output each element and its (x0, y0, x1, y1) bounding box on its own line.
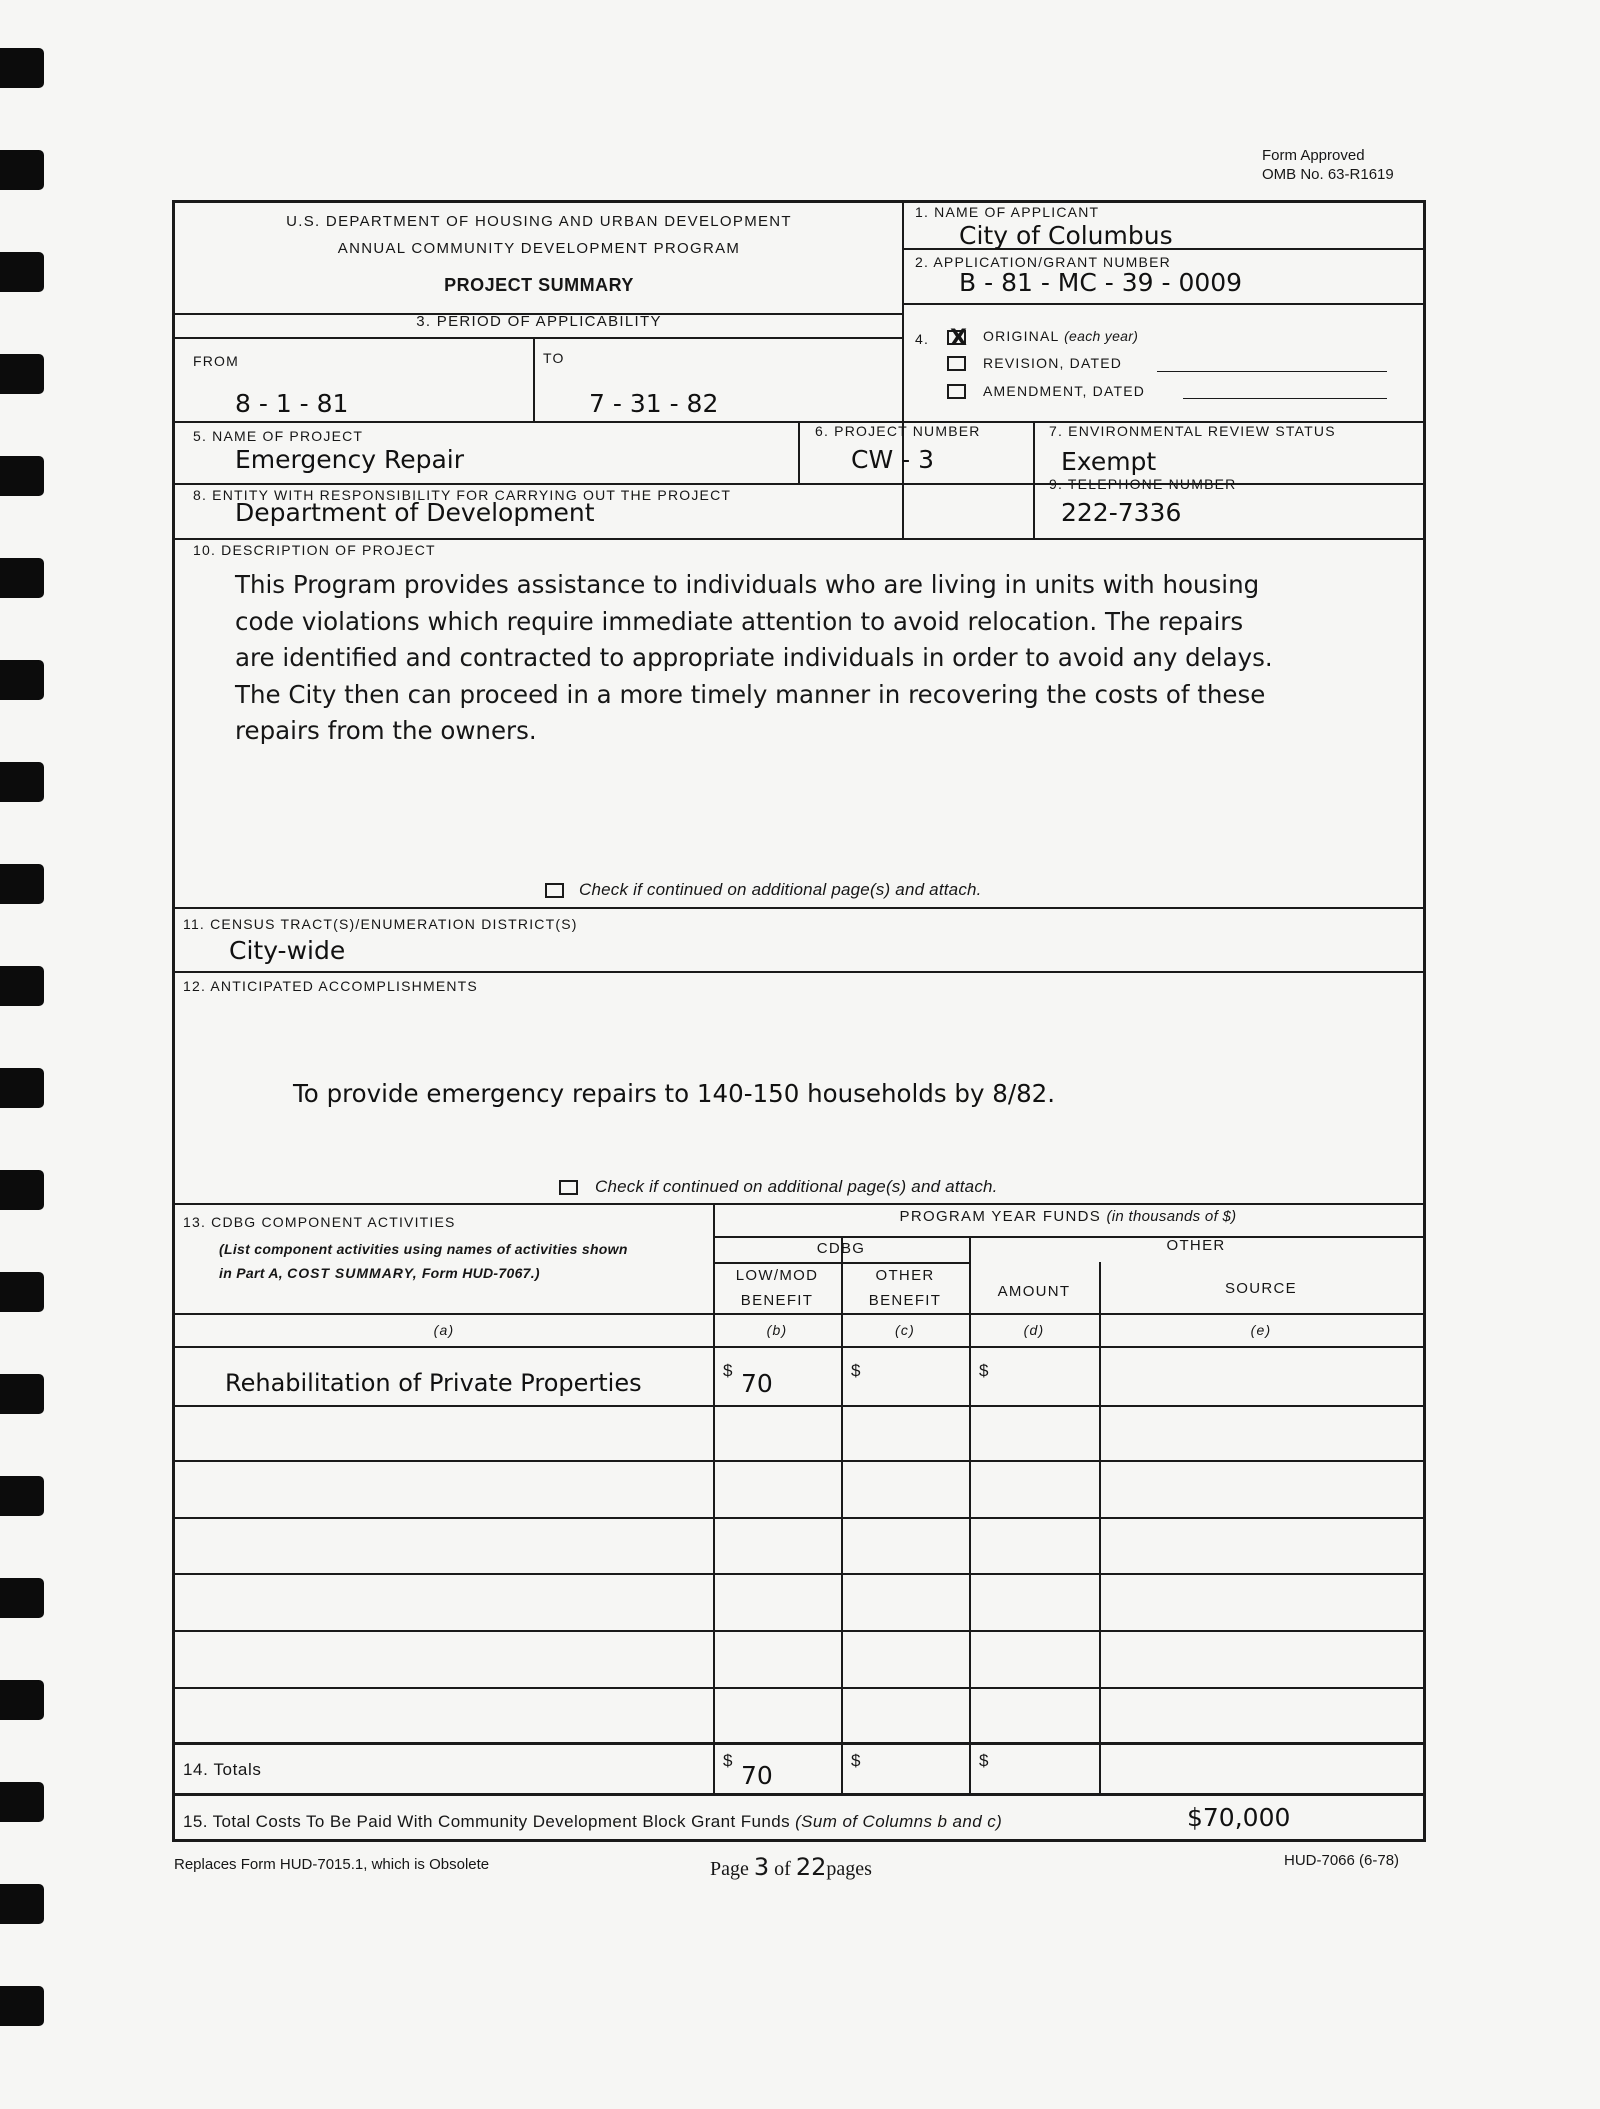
binding-hole (0, 660, 44, 700)
department-name: U.S. DEPARTMENT OF HOUSING AND URBAN DEVELOPMENT (286, 213, 792, 230)
census-value: City-wide (229, 936, 346, 965)
other-benefit-label: OTHER (875, 1267, 935, 1284)
column-b-label: (b) (766, 1322, 788, 1338)
entity-label: 8. ENTITY WITH RESPONSIBILITY FOR CARRYING OUT THE PROJECT (193, 487, 732, 503)
amendment-checkbox[interactable] (947, 384, 966, 399)
other-benefit-benefit-label: BENEFIT (868, 1292, 942, 1309)
description-line: This Program provides assistance to individuals who are living in units with housing (235, 570, 1260, 599)
cdbg-label: CDBG (816, 1240, 866, 1257)
binding-hole (0, 1578, 44, 1618)
accomplishments-continued-checkbox[interactable] (559, 1180, 578, 1195)
totals-dollar-sign-b: $ (723, 1751, 734, 1770)
description-line: The City then can proceed in a more timely manner in recovering the costs of these (235, 679, 1266, 709)
revision-label: REVISION, DATED (983, 355, 1123, 371)
grant-number-label: 2. APPLICATION/GRANT NUMBER (915, 254, 1171, 270)
low-mod-benefit-label: BENEFIT (740, 1292, 814, 1309)
entity-value: Department of Development (235, 498, 595, 527)
totals-dollar-sign-d: $ (979, 1751, 990, 1770)
accomplishments-continued-note: Check if continued on additional page(s) and attach. (595, 1177, 998, 1196)
low-mod-label: LOW/MOD (735, 1267, 819, 1284)
to-label: TO (543, 350, 565, 366)
environmental-value: Exempt (1061, 447, 1157, 476)
totals-dollar-sign-c: $ (851, 1751, 862, 1770)
from-label: FROM (193, 353, 240, 369)
column-d-label: (d) (1023, 1322, 1045, 1338)
program-year-funds-label: PROGRAM YEAR FUNDS (in thousands of $) (899, 1208, 1237, 1225)
binding-hole (0, 864, 44, 904)
other-benefit-dollar-sign: $ (851, 1361, 862, 1380)
source-label: SOURCE (1225, 1280, 1297, 1297)
activity-name: Rehabilitation of Private Properties (225, 1369, 642, 1397)
spiral-binding (0, 0, 50, 2109)
telephone-value: 222-7336 (1061, 498, 1182, 527)
column-a-label: (a) (433, 1322, 455, 1338)
total-costs-label: 15. Total Costs To Be Paid With Community Development Block Grant Funds (Sum of Columns b and c) (183, 1812, 1003, 1831)
activities-instruction-2: in Part A, COST SUMMARY, Form HUD-7067.) (219, 1265, 540, 1281)
binding-hole (0, 354, 44, 394)
form-title: PROJECT SUMMARY (444, 275, 634, 295)
totals-low-mod-value: 70 (741, 1761, 773, 1790)
binding-hole (0, 1884, 44, 1924)
program-name: ANNUAL COMMUNITY DEVELOPMENT PROGRAM (337, 240, 741, 257)
amendment-label: AMENDMENT, DATED (983, 383, 1146, 399)
original-label: ORIGINAL (each year) (983, 328, 1139, 344)
applicant-value: City of Columbus (959, 221, 1173, 250)
column-c-label: (c) (895, 1322, 915, 1338)
binding-hole (0, 1374, 44, 1414)
binding-hole (0, 456, 44, 496)
form-id: HUD-7066 (6-78) (1284, 1852, 1400, 1869)
low-mod-dollar-sign: $ (723, 1361, 734, 1380)
project-name-value: Emergency Repair (235, 445, 464, 474)
form-approval-note (1262, 146, 1394, 184)
census-label: 11. CENSUS TRACT(S)/ENUMERATION DISTRICT(S) (183, 916, 578, 932)
omb-number: OMB No. 63-R1619 (1262, 166, 1394, 183)
description-continued-checkbox[interactable] (545, 883, 564, 898)
original-checkbox[interactable] (947, 330, 966, 345)
binding-hole (0, 252, 44, 292)
grant-number-value: B - 81 - MC - 39 - 0009 (959, 268, 1243, 297)
activities-instruction-1: (List component activities using names of activities shown (219, 1241, 628, 1257)
binding-hole (0, 1476, 44, 1516)
description-line: are identified and contracted to appropriate individuals in order to avoid any delays. (235, 643, 1273, 672)
description-line: code violations which require immediate attention to avoid relocation. The repairs (235, 606, 1244, 636)
period-label: 3. PERIOD OF APPLICABILITY (416, 313, 662, 330)
project-number-value: CW - 3 (851, 445, 934, 474)
amount-dollar-sign: $ (979, 1361, 990, 1380)
low-mod-value: 70 (741, 1369, 773, 1398)
form-approved-text: Form Approved (1262, 147, 1365, 164)
binding-hole (0, 762, 44, 802)
description-line: repairs from the owners. (235, 716, 537, 745)
revision-date-line (1157, 371, 1387, 372)
status-number: 4. (915, 331, 930, 347)
applicant-label: 1. NAME OF APPLICANT (915, 204, 1100, 220)
project-name-label: 5. NAME OF PROJECT (193, 428, 364, 444)
project-number-label: 6. PROJECT NUMBER (815, 423, 981, 439)
activities-label: 13. CDBG COMPONENT ACTIVITIES (183, 1214, 456, 1230)
description-text (235, 567, 1375, 750)
binding-hole (0, 1068, 44, 1108)
binding-hole (0, 150, 44, 190)
accomplishments-label: 12. ANTICIPATED ACCOMPLISHMENTS (183, 978, 478, 994)
column-e-label: (e) (1250, 1322, 1272, 1338)
replaces-note: Replaces Form HUD-7015.1, which is Obsolete (174, 1856, 490, 1873)
amendment-date-line (1183, 398, 1387, 399)
environmental-label: 7. ENVIRONMENTAL REVIEW STATUS (1049, 423, 1336, 439)
description-continued-note: Check if continued on additional page(s) and attach. (579, 880, 982, 899)
page-indicator: Page 3 of 22pages (710, 1853, 872, 1881)
description-label: 10. DESCRIPTION OF PROJECT (193, 542, 436, 558)
telephone-label: 9. TELEPHONE NUMBER (1049, 476, 1237, 492)
binding-hole (0, 48, 44, 88)
from-date: 8 - 1 - 81 (235, 389, 349, 418)
revision-checkbox[interactable] (947, 356, 966, 371)
binding-hole (0, 1680, 44, 1720)
project-summary-form (172, 200, 1426, 1842)
totals-label: 14. Totals (183, 1760, 262, 1779)
binding-hole (0, 1170, 44, 1210)
binding-hole (0, 1782, 44, 1822)
accomplishments-value: To provide emergency repairs to 140-150 households by 8/82. (293, 1079, 1056, 1108)
amount-label: AMOUNT (997, 1283, 1071, 1300)
binding-hole (0, 966, 44, 1006)
to-date: 7 - 31 - 82 (589, 389, 719, 418)
other-funds-label: OTHER (1166, 1237, 1226, 1254)
binding-hole (0, 1272, 44, 1312)
binding-hole (0, 558, 44, 598)
total-costs-value: $70,000 (1187, 1803, 1291, 1832)
binding-hole (0, 1986, 44, 2026)
